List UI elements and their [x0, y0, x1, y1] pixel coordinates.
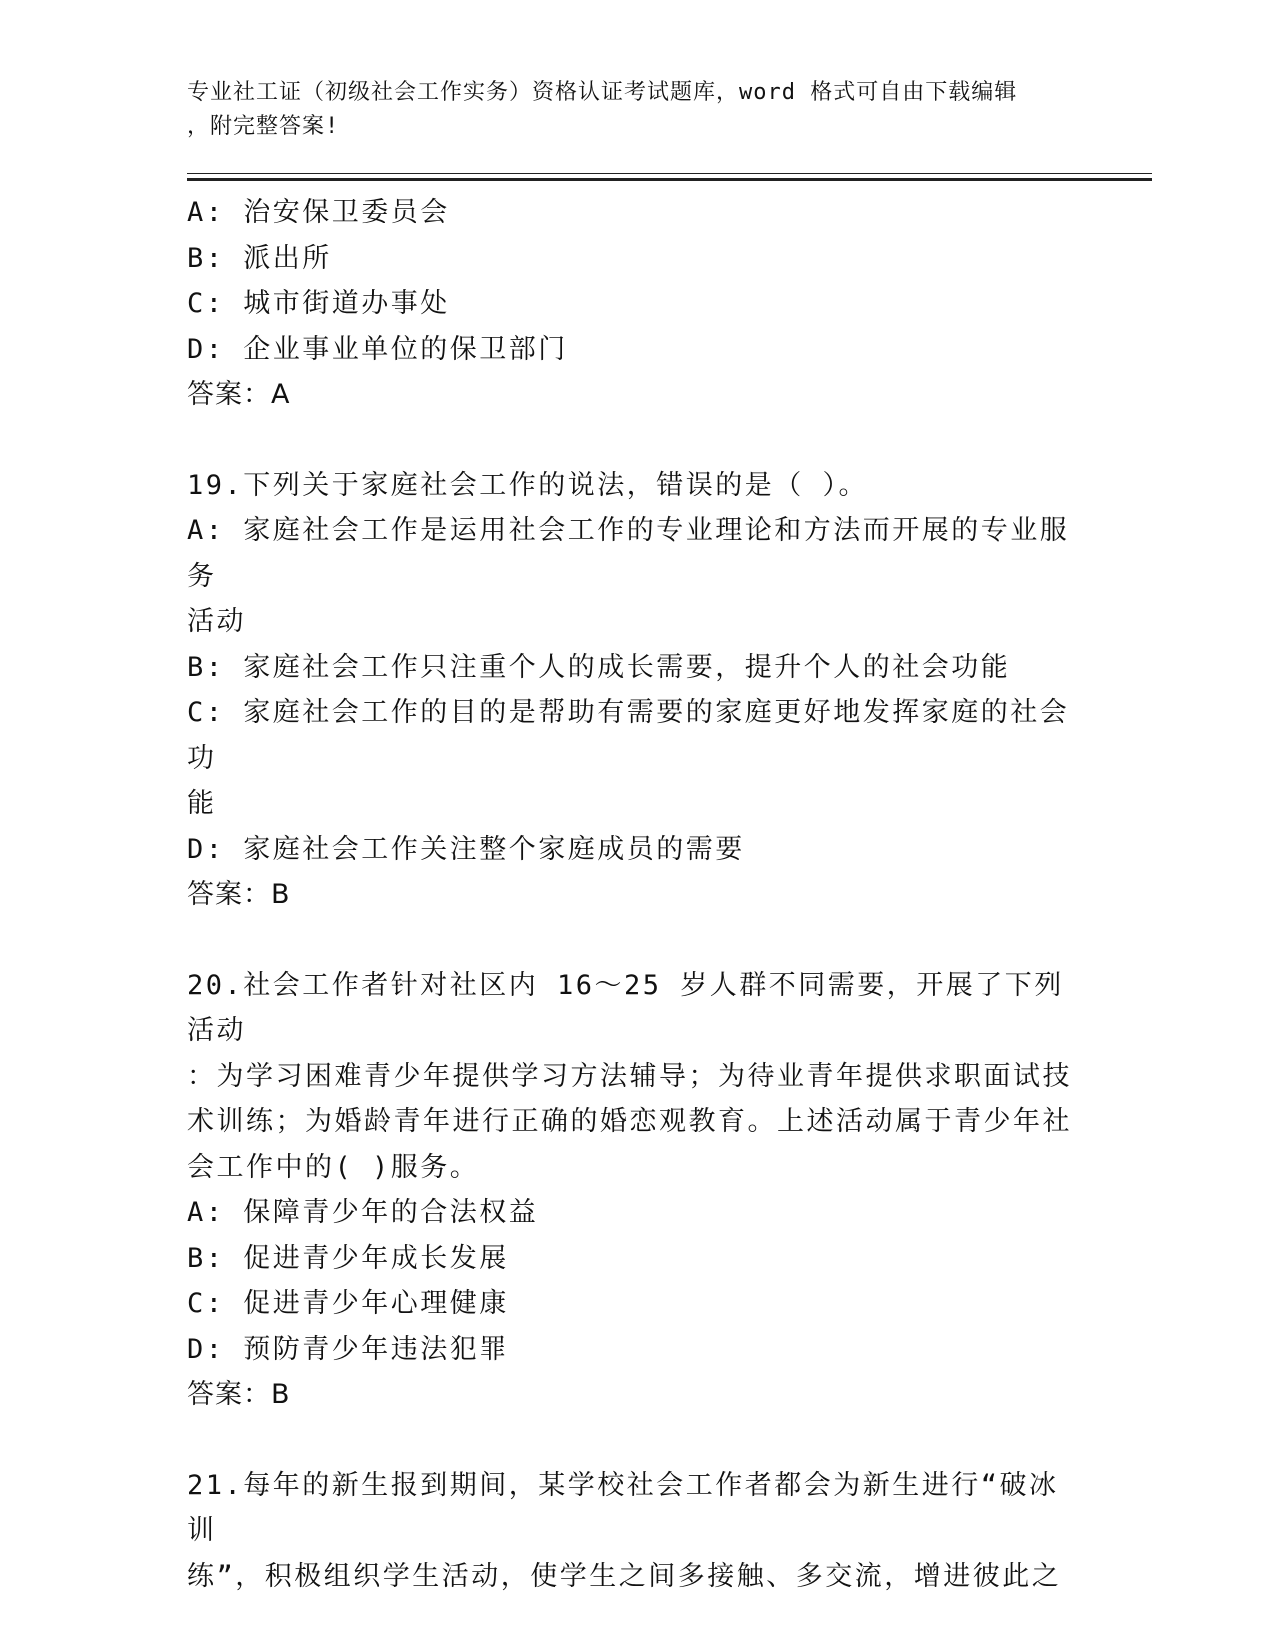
document-header [187, 76, 1057, 144]
q19-option-b: B: 家庭社会工作只注重个人的成长需要，提升个人的社会功能 [187, 651, 1011, 683]
q20-stem-1: 20.社会工作者针对社区内 16～25 岁人群不同需要，开展了下列活动 [187, 969, 1064, 1046]
header-line-1: 专业社工证（初级社会工作实务）资格认证考试题库，word 格式可自由下载编辑 [187, 80, 1018, 105]
header-divider-thick [187, 178, 1152, 181]
q19-option-d: D: 家庭社会工作关注整个家庭成员的需要 [187, 833, 745, 865]
q19-option-a: A: 家庭社会工作是运用社会工作的专业理论和方法而开展的专业服务 [187, 515, 1070, 592]
q20-option-a: A: 保障青少年的合法权益 [187, 1197, 539, 1228]
q19-option-c: C: 家庭社会工作的目的是帮助有需要的家庭更好地发挥家庭的社会功 [187, 697, 1070, 774]
header-line-2: ，附完整答案! [187, 114, 340, 139]
question-content [187, 190, 1077, 1599]
q18-option-c: C: 城市街道办事处 [187, 288, 450, 319]
spacer [187, 918, 1077, 963]
q19-stem: 19.下列关于家庭社会工作的说法，错误的是（ ）。 [187, 469, 869, 501]
q18-option-b: B: 派出所 [187, 242, 332, 274]
q20-stem-2: ：为学习困难青少年提供学习方法辅导；为待业青年提供求职面试技 [187, 1060, 1072, 1092]
spacer [187, 418, 1077, 463]
q21-stem-1: 21.每年的新生报到期间，某学校社会工作者都会为新生进行“破冰训 [187, 1469, 1059, 1546]
q20-answer: 答案：B [187, 1379, 291, 1410]
q19-option-c-cont: 能 [187, 788, 217, 819]
question-21 [187, 1463, 1077, 1600]
header-divider-thin [187, 173, 1152, 174]
q18-option-d: D: 企业事业单位的保卫部门 [187, 333, 568, 365]
q20-option-b: B: 促进青少年成长发展 [187, 1242, 509, 1274]
q18-option-a: A: 治安保卫委员会 [187, 197, 450, 228]
question-19 [187, 463, 1077, 918]
q20-stem-3: 术训练；为婚龄青年进行正确的婚恋观教育。上述活动属于青少年社 [187, 1106, 1072, 1137]
q20-stem-4: 会工作中的( )服务。 [187, 1151, 480, 1183]
q21-stem-2: 练”，积极组织学生活动，使学生之间多接触、多交流，增进彼此之 [187, 1560, 1062, 1592]
q20-option-d: D: 预防青少年违法犯罪 [187, 1333, 509, 1365]
question-20 [187, 963, 1077, 1418]
q19-answer: 答案：B [187, 879, 291, 910]
q19-option-a-cont: 活动 [187, 606, 246, 637]
question-18-options [187, 190, 1077, 418]
q20-option-c: C: 促进青少年心理健康 [187, 1288, 509, 1319]
q18-answer: 答案：A [187, 379, 291, 410]
spacer [187, 1418, 1077, 1463]
